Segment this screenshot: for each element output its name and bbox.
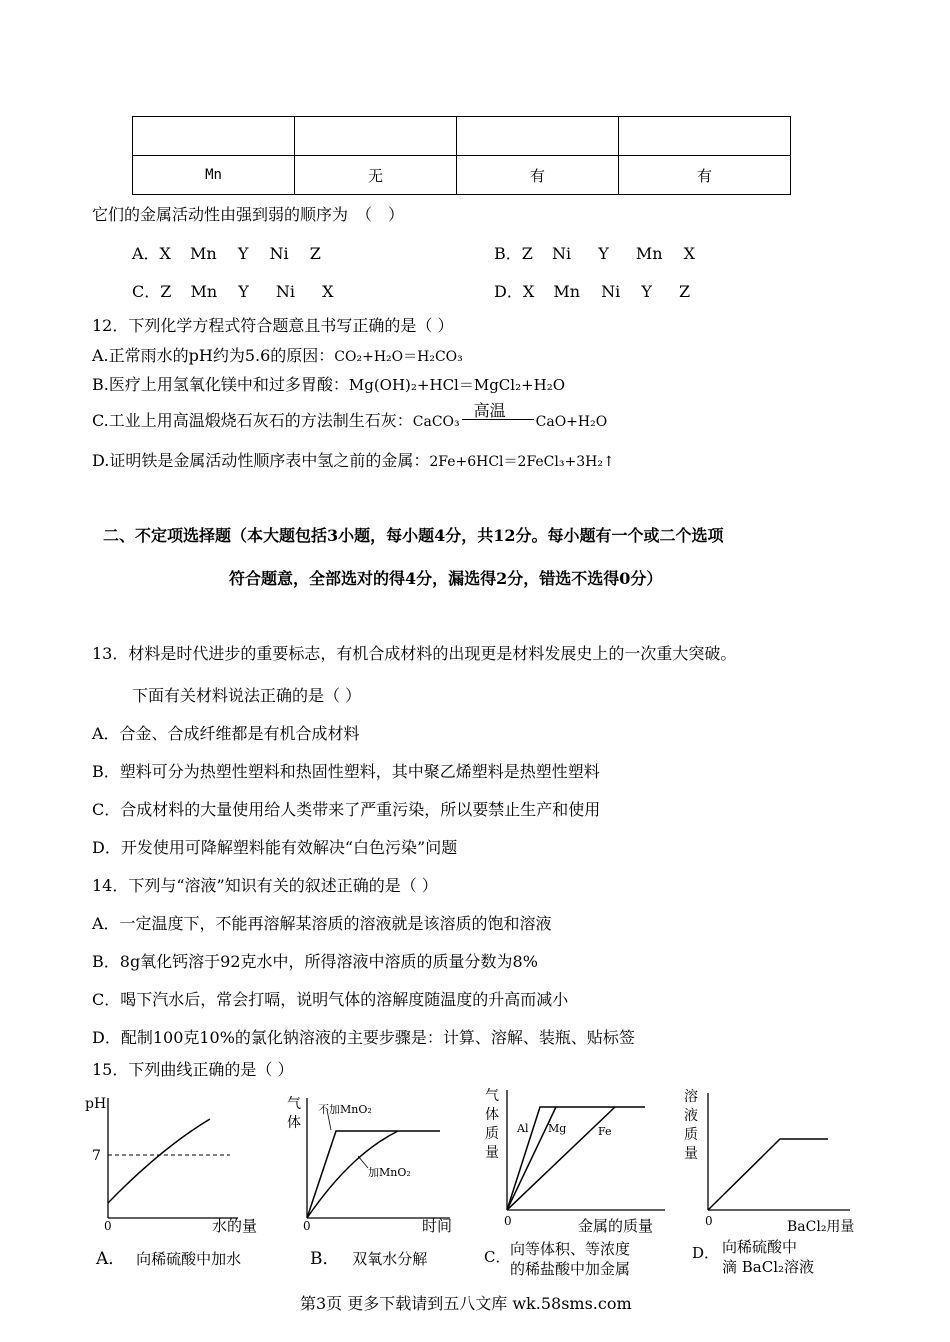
graph-b[interactable] — [287, 1096, 452, 1235]
graph-b-y-label-2: 体 — [287, 1115, 301, 1131]
table-cell: 有 — [619, 156, 791, 195]
q14-option-a[interactable]: A．一定温度下，不能再溶解某溶质的溶液就是该溶质的饱和溶液 — [92, 914, 552, 933]
graph-c-caption-1: 向等体积、等浓度 — [510, 1240, 631, 1258]
graph-a-caption[interactable]: A． 向稀硫酸中加水 — [96, 1249, 242, 1269]
graph-d-caption-1: 向稀硫酸中 — [722, 1238, 798, 1256]
graph-c-y-label: 气 — [485, 1088, 499, 1104]
graph-c-origin: 0 — [504, 1214, 512, 1228]
graph-a-mark-7: 7 — [92, 1148, 101, 1164]
graph-d-x-label: BaCl₂用量 — [787, 1219, 855, 1235]
graph-b-y-label-1: 气 — [287, 1096, 301, 1112]
graph-c-y-label: 质 — [485, 1126, 499, 1142]
q11-option-d[interactable]: D．X Mn Ni Y Z — [494, 282, 691, 301]
section-heading-line2: 符合题意，全部选对的得4分，漏选得2分，错选不选得0分） — [229, 569, 663, 588]
q12-option-d[interactable]: D.证明铁是金属活动性顺序表中氢之前的金属：2Fe+6HCl＝2FeCl₃+3H₂↑ — [92, 451, 615, 470]
table-cell: 无 — [295, 156, 457, 195]
graph-d-y-label: 液 — [684, 1108, 698, 1124]
graph-b-label-no-mno2: 不加MnO₂ — [318, 1103, 372, 1116]
q11-option-b[interactable]: B．Z Ni Y Mn X — [494, 244, 696, 263]
page-footer: 第3页 更多下载请到五八文库 wk.58sms.com — [300, 1294, 632, 1313]
q13-stem: 13．材料是时代进步的重要标志，有机合成材料的出现更是材料发展史上的一次重大突破。 — [92, 644, 737, 663]
graph-d-curve — [708, 1139, 828, 1210]
graph-a-x-label: 水的量 — [212, 1217, 258, 1235]
graph-c-caption-letter[interactable]: C． — [484, 1248, 511, 1266]
q12-option-b[interactable]: B.医疗上用氢氧化镁中和过多胃酸：Mg(OH)₂+HCl＝MgCl₂+H₂O — [92, 375, 566, 394]
q11-stem: 它们的金属活动性由强到弱的顺序为 （ ） — [92, 205, 405, 224]
graph-c-x-label: 金属的质量 — [578, 1217, 654, 1235]
reaction-condition: 高温 — [473, 401, 506, 420]
graph-b-origin: 0 — [303, 1219, 311, 1233]
graph-c-y-label: 体 — [485, 1107, 499, 1123]
graph-b-label-mno2: 加MnO₂ — [368, 1166, 411, 1179]
graph-a-y-label: pH — [85, 1096, 107, 1112]
graph-d-caption-letter[interactable]: D． — [692, 1244, 720, 1262]
graph-c-legend-mg: Mg — [548, 1122, 567, 1135]
section-heading-line1: 二、不定项选择题（本大题包括3小题，每小题4分，共12分。每小题有一个或二个选项 — [103, 526, 724, 545]
q14-option-c[interactable]: C．喝下汽水后，常会打嗝，说明气体的溶解度随温度的升高而减小 — [92, 990, 569, 1009]
q11-option-c[interactable]: C．Z Mn Y Ni X — [132, 282, 334, 301]
graph-b-caption[interactable]: B． 双氧水分解 — [310, 1249, 428, 1269]
q13-option-b[interactable]: B．塑料可分为热塑性塑料和热固性塑料，其中聚乙烯塑料是热塑性塑料 — [92, 762, 600, 781]
q14-stem: 14．下列与“溶液”知识有关的叙述正确的是（ ） — [92, 876, 438, 895]
graph-d-y-label: 质 — [684, 1127, 698, 1143]
q13-option-d[interactable]: D．开发使用可降解塑料能有效解决“白色污染”问题 — [92, 838, 458, 857]
table-cell: 有 — [457, 156, 619, 195]
graph-b-x-label: 时间 — [422, 1217, 453, 1235]
q12-option-a[interactable]: A.正常雨水的pH约为5.6的原因：CO₂+H₂O＝H₂CO₃ — [92, 346, 463, 365]
graph-d-y-label: 溶 — [684, 1089, 698, 1105]
graph-a[interactable] — [85, 1096, 257, 1235]
q11-option-a[interactable]: A．X Mn Y Ni Z — [132, 244, 321, 263]
table-cell: Mn — [133, 156, 295, 195]
q12-stem: 12．下列化学方程式符合题意且书写正确的是（ ） — [92, 316, 454, 335]
graph-c-caption-2: 的稀盐酸中加金属 — [510, 1260, 631, 1278]
graph-a-curve — [108, 1119, 210, 1203]
graph-d-caption-2: 滴 BaCl₂溶液 — [722, 1258, 815, 1276]
graph-d-y-label: 量 — [684, 1146, 698, 1162]
graph-d[interactable] — [684, 1088, 854, 1235]
q13-option-a[interactable]: A．合金、合成纤维都是有机合成材料 — [92, 724, 360, 743]
q13-stem-cont: 下面有关材料说法正确的是（ ） — [132, 686, 362, 705]
graph-b-pointer-bottom — [358, 1156, 368, 1168]
q13-option-c[interactable]: C．合成材料的大量使用给人类带来了严重污染，所以要禁止生产和使用 — [92, 800, 601, 819]
q15-stem: 15．下列曲线正确的是（ ） — [92, 1060, 294, 1079]
graph-c-legend-al: Al — [517, 1122, 529, 1135]
q14-option-b[interactable]: B．8g氧化钙溶于92克水中，所得溶液中溶质的质量分数为8% — [92, 952, 538, 971]
q14-option-d[interactable]: D．配制100克10%的氯化钠溶液的主要步骤是：计算、溶解、装瓶、贴标签 — [92, 1028, 635, 1047]
graph-c-legend-fe: Fe — [598, 1125, 612, 1138]
q12-option-c[interactable]: C.工业上用高温煅烧石灰石的方法制生石灰：CaCO₃ 高温 CaO+H₂O — [92, 408, 607, 431]
graph-a-origin: 0 — [104, 1219, 112, 1233]
graph-c-y-label: 量 — [485, 1145, 499, 1161]
graph-d-origin: 0 — [705, 1214, 713, 1228]
graph-c[interactable] — [485, 1088, 665, 1235]
